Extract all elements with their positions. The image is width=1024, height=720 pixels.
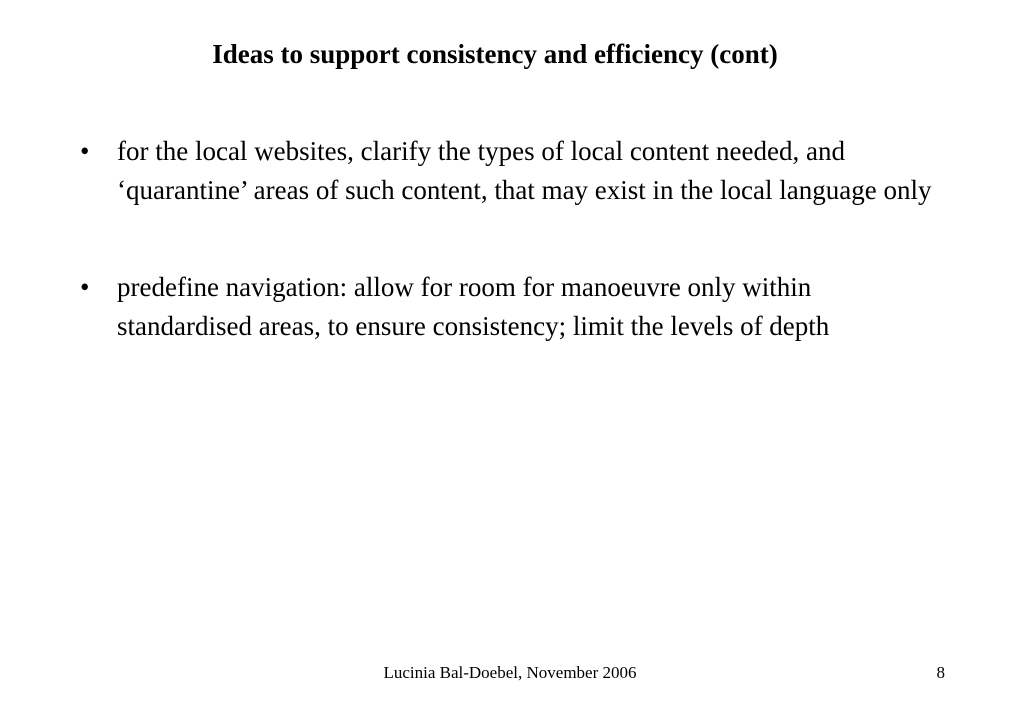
page-number: 8 [936, 663, 945, 682]
slide-footer [0, 662, 1024, 684]
bullet-item [80, 268, 960, 346]
bullet-icon: • [80, 272, 90, 302]
bullet-icon: • [80, 136, 90, 166]
bullet-text: for the local websites, clarify the types of local content needed, and ‘quarantine’ areas of such content, that may exist in the local language only [117, 136, 932, 205]
slide-title: Ideas to support consistency and efficiency (cont) [212, 39, 778, 69]
bullet-text: predefine navigation: allow for room for manoeuvre only within standardised areas, to ensure consistency; limit the levels of depth [117, 272, 830, 341]
bullet-list [80, 132, 960, 404]
footer-author-date: Lucinia Bal-Doebel, November 2006 [383, 663, 637, 682]
bullet-item [80, 132, 960, 210]
